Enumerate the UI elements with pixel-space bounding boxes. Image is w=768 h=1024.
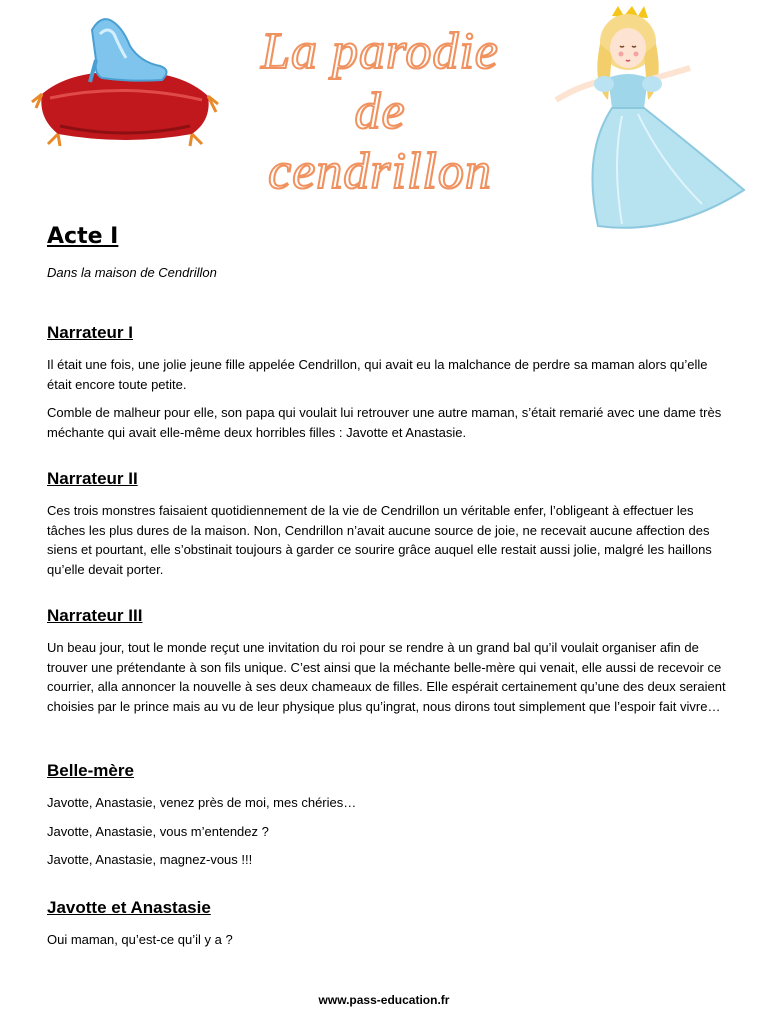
section-narrateur-2 — [47, 469, 727, 588]
section-belle-mere — [47, 761, 727, 879]
dialogue-paragraph: Oui maman, qu’est-ce qu’il y a ? — [47, 932, 233, 947]
section-narrateur-3 — [47, 606, 727, 725]
speaker-name: Belle-mère — [47, 761, 134, 780]
scene-description: Dans la maison de Cendrillon — [47, 265, 217, 280]
cushion-icon — [32, 72, 218, 146]
speaker-name: Javotte et Anastasie — [47, 898, 211, 917]
speaker-name: Narrateur I — [47, 323, 133, 342]
cinderella-princess-illustration — [552, 4, 748, 232]
dialogue-paragraph: Il était une fois, une jolie jeune fille appelée Cendrillon, qui avait eu la malchance de perdre sa maman alors qu’elle était encore toute petite. — [47, 357, 708, 392]
dialogue-paragraph: Ces trois monstres faisaient quotidiennement de la vie de Cendrillon un véritable enfer, l’obligeant à effectuer les tâches les plus dures de la maison. Non, Cendrillon n’avait aucune source de joie, ne recevait aucune affection des siens et pourtant, elle s’obstinait toujours à garder ce sourire grâce auquel elle restait aussi jolie, malgré les haillons qu’elle devait porter. — [47, 503, 712, 577]
speaker-name: Narrateur III — [47, 606, 143, 625]
glass-slipper-icon — [90, 19, 167, 82]
title-line-1: La parodie de — [261, 23, 499, 140]
footer-url: www.pass-education.fr — [318, 993, 450, 1007]
document-title — [230, 22, 530, 202]
title-line-2: cendrillon — [268, 143, 492, 200]
speaker-name: Narrateur II — [47, 469, 138, 488]
dialogue-paragraph: Javotte, Anastasie, venez près de moi, mes chéries… — [47, 795, 357, 810]
section-narrateur-1 — [47, 323, 727, 451]
glass-slipper-cushion-illustration — [30, 12, 220, 152]
princess-icon — [556, 6, 744, 228]
dialogue-paragraph: Comble de malheur pour elle, son papa qui voulait lui retrouver une autre maman, s’était remarié avec une dame très méchante qui avait elle-même deux horribles filles : Javotte et Anastasie. — [47, 405, 722, 440]
dialogue-paragraph: Javotte, Anastasie, magnez-vous !!! — [47, 852, 253, 867]
dialogue-paragraph: Javotte, Anastasie, vous m’entendez ? — [47, 823, 269, 839]
section-javotte-anastasie — [47, 898, 727, 959]
act-heading: Acte I — [47, 224, 119, 249]
dialogue-paragraph: Un beau jour, tout le monde reçut une invitation du roi pour se rendre à un grand bal qu’il voulait organiser afin de trouver une prétendante à son fils unique. C’est ainsi que la méchante belle-mère qui venait, elle aussi de recevoir ce courrier, alla annoncer la nouvelle à ses deux chameaux de filles. Elle espérait certainement qu’une des deux seraient choisies par le prince mais au vu de leur physique plus qu’ingrat, nous dirons tout simplement que l’espoir fait vivre… — [47, 640, 726, 714]
